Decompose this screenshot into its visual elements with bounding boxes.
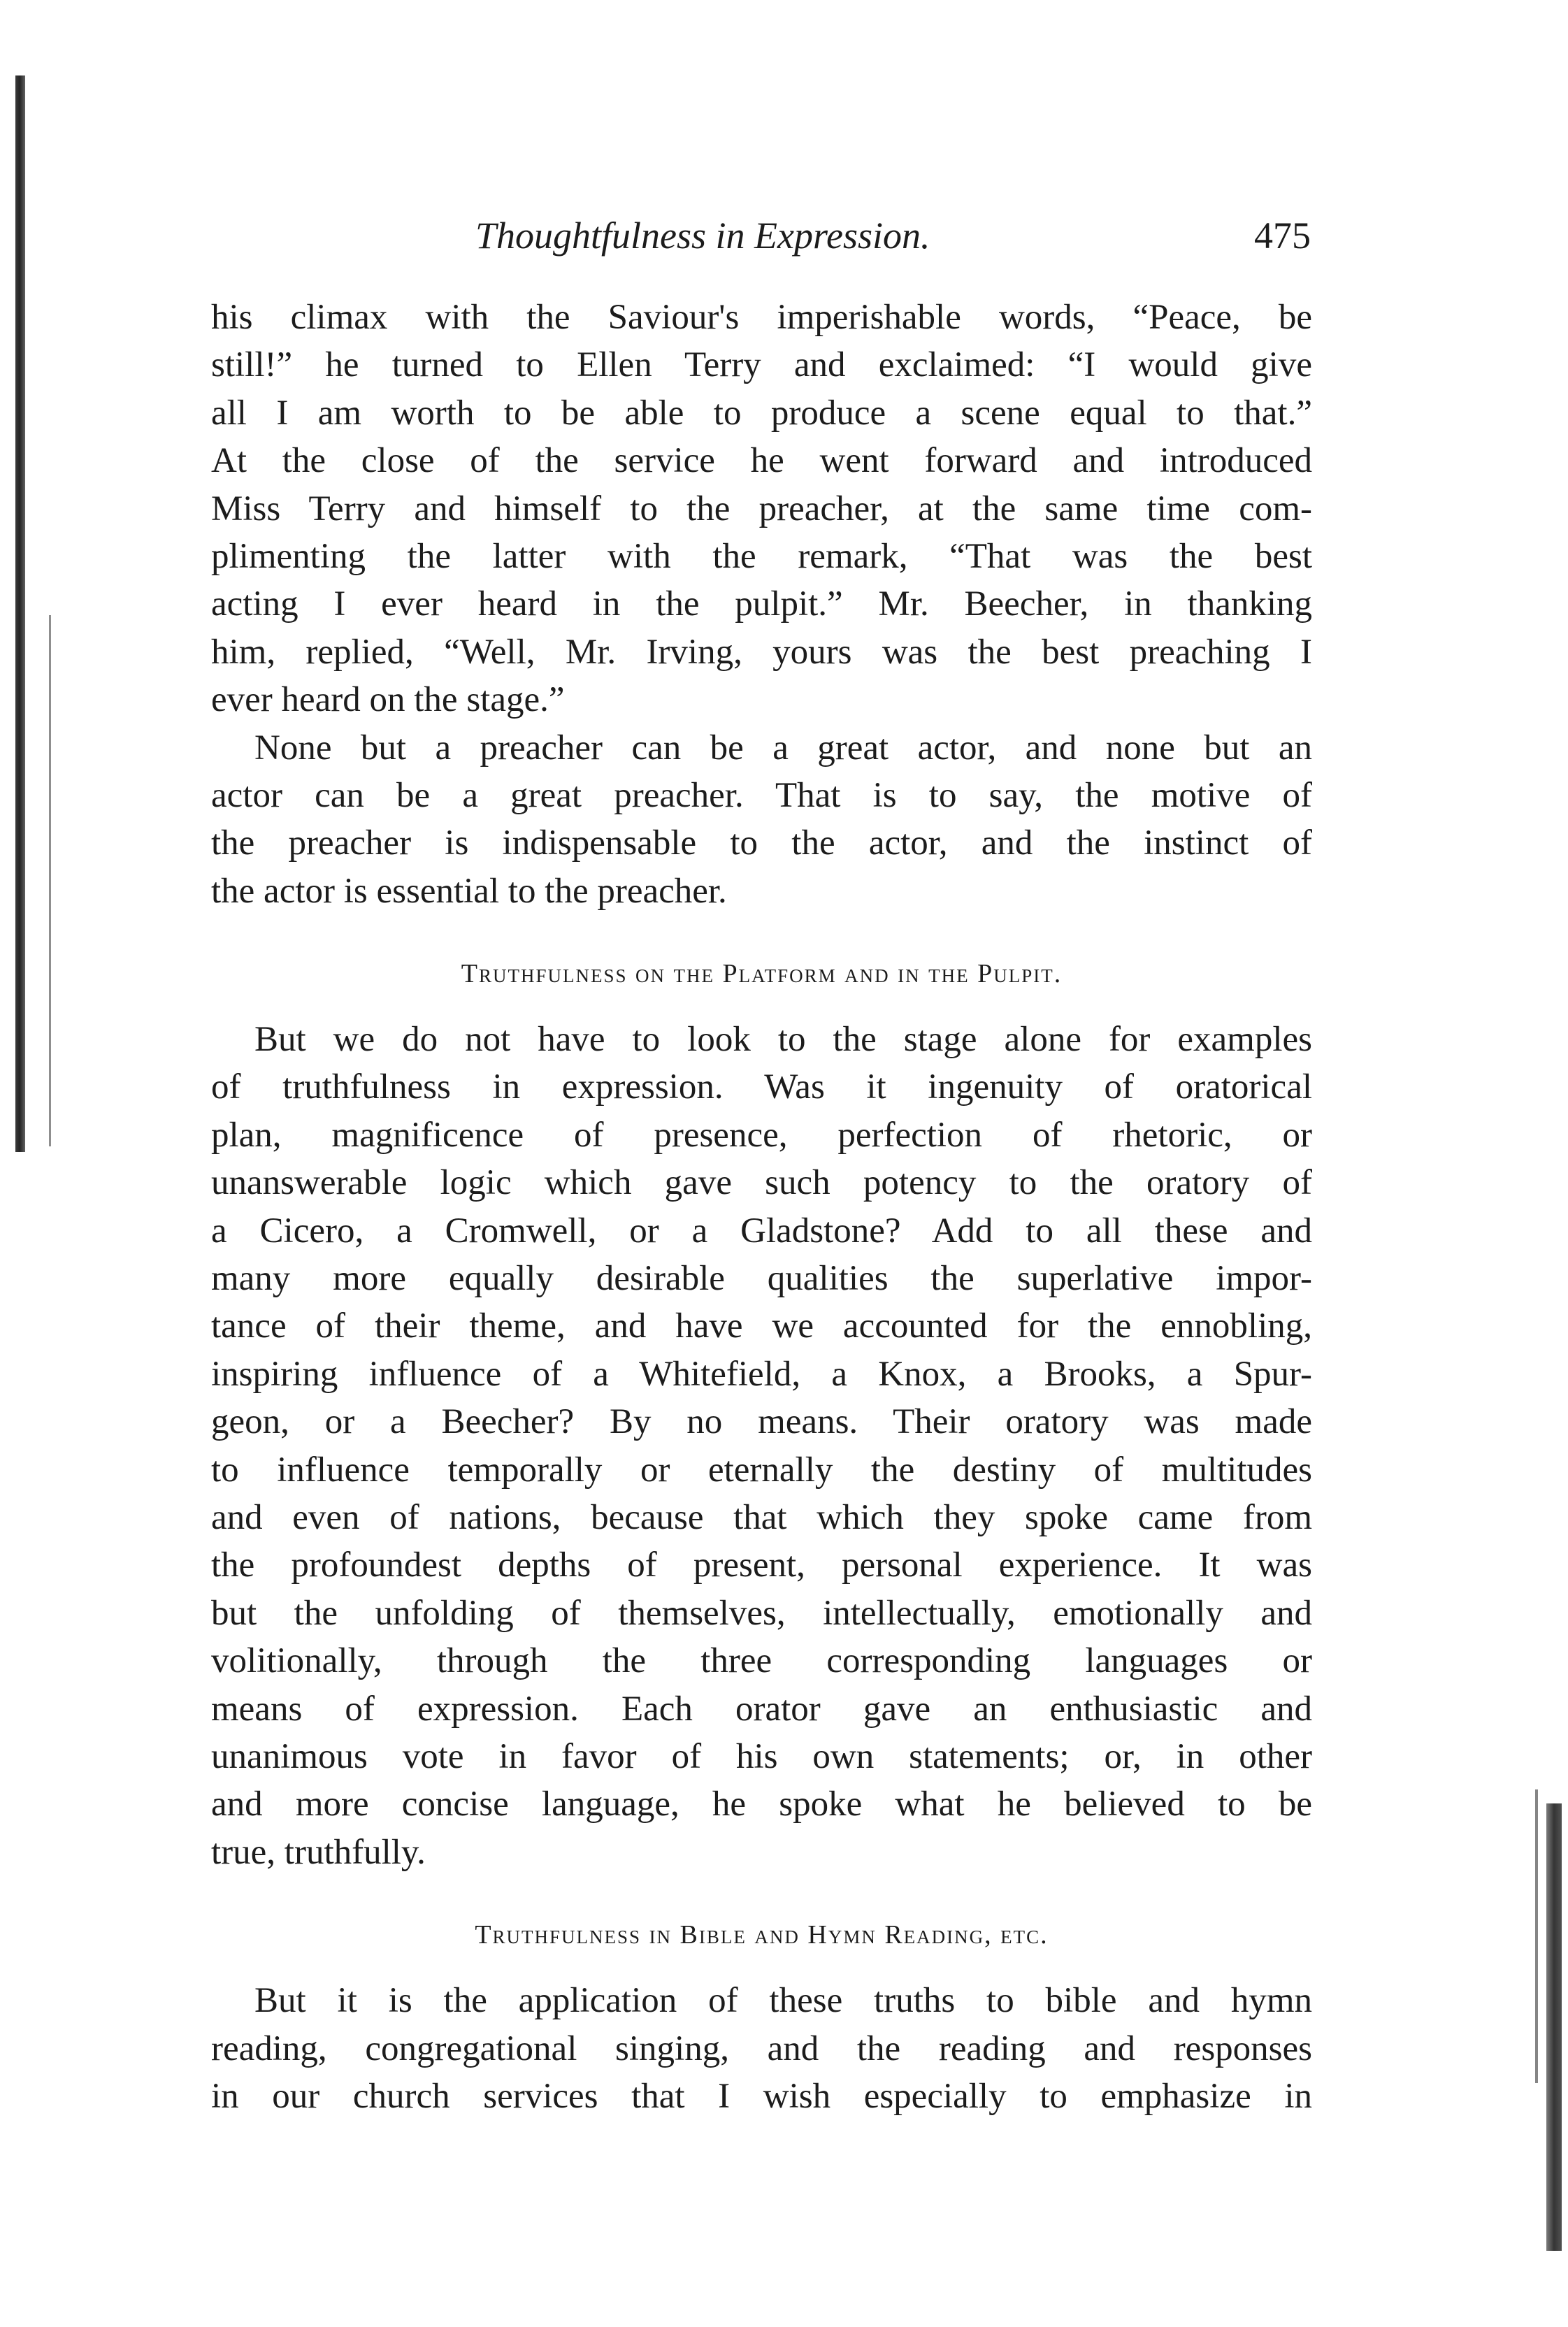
text-line: to influence temporally or eternally the destiny of multitudes <box>211 1450 1312 1490</box>
text-line: plan, magnificence of presence, perfection of rhetoric, or <box>211 1115 1312 1155</box>
paragraph <box>211 1016 1312 1876</box>
text-line: all I am worth to be able to produce a scene equal to that.” <box>211 393 1312 433</box>
text-line: and even of nations, because that which they spoke came from <box>211 1497 1312 1537</box>
text-line: Miss Terry and himself to the preacher, at the same time com- <box>211 489 1312 528</box>
text-line: but the unfolding of themselves, intellectually, emotionally and <box>211 1593 1312 1633</box>
text-line: reading, congregational singing, and the reading and responses <box>211 2029 1312 2068</box>
scan-right-edge <box>1546 1803 1562 2251</box>
text-line: inspiring influence of a Whitefield, a Knox, a Brooks, a Spur- <box>211 1354 1312 1394</box>
text-line: geon, or a Beecher? By no means. Their oratory was made <box>211 1402 1312 1442</box>
text-line: still!” he turned to Ellen Terry and exclaimed: “I would give <box>211 345 1312 385</box>
text-line: true, truthfully. <box>211 1832 426 1872</box>
text-line: many more equally desirable qualities the superlative impor- <box>211 1259 1312 1299</box>
scan-binding-edge <box>15 75 25 1152</box>
text-line: his climax with the Saviour's imperishable words, “Peace, be <box>211 298 1312 337</box>
text-line: acting I ever heard in the pulpit.” Mr. Beecher, in thanking <box>211 584 1312 624</box>
text-line: unanswerable logic which gave such potency to the oratory of <box>211 1163 1312 1203</box>
text-line: actor can be a great preacher. That is to say, the motive of <box>211 775 1312 815</box>
text-line: a Cicero, a Cromwell, or a Gladstone? Add to all these and <box>211 1211 1312 1251</box>
running-title: Thoughtfulness in Expression. <box>475 215 930 257</box>
text-line: None but a preacher can be a great actor, and none but an <box>254 728 1312 768</box>
paragraph <box>211 294 1312 724</box>
text-line: tance of their theme, and have we accounted for the ennobling, <box>211 1306 1312 1346</box>
text-line: volitionally, through the three corresponding languages or <box>211 1641 1312 1681</box>
section-heading: Truthfulness in Bible and Hymn Reading, etc. <box>475 1920 1049 1950</box>
text-line: the preacher is indispensable to the actor, and the instinct of <box>211 823 1312 863</box>
section-heading: Truthfulness on the Platform and in the Pulpit. <box>461 959 1063 989</box>
body-text <box>211 294 1312 2120</box>
text-line: him, replied, “Well, Mr. Irving, yours was the best preaching I <box>211 632 1312 672</box>
paragraph <box>211 724 1312 916</box>
text-line: unanimous vote in favor of his own statements; or, in other <box>211 1736 1312 1776</box>
scan-right-edge-line <box>1535 1789 1538 2083</box>
text-line: and more concise language, he spoke what he believed to be <box>211 1785 1312 1824</box>
text-line: the profoundest depths of present, personal experience. It was <box>211 1546 1312 1585</box>
text-line: plimenting the latter with the remark, “That was the best <box>211 536 1312 576</box>
text-line: in our church services that I wish especially to emphasize in <box>211 2076 1312 2116</box>
paragraph <box>211 1977 1312 2120</box>
text-line: means of expression. Each orator gave an enthusiastic and <box>211 1689 1312 1729</box>
text-line: the actor is essential to the preacher. <box>211 871 727 911</box>
text-line: of truthfulness in expression. Was it ingenuity of oratorical <box>211 1067 1312 1107</box>
text-line: But we do not have to look to the stage alone for examples <box>254 1020 1312 1060</box>
text-line: At the close of the service he went forward and introduced <box>211 441 1312 481</box>
scan-edge-line <box>49 615 51 1146</box>
text-line: ever heard on the stage.” <box>211 680 565 720</box>
text-line: But it is the application of these truths to bible and hymn <box>254 1981 1312 2021</box>
running-head <box>210 214 1311 270</box>
page-number: 475 <box>1254 215 1311 257</box>
